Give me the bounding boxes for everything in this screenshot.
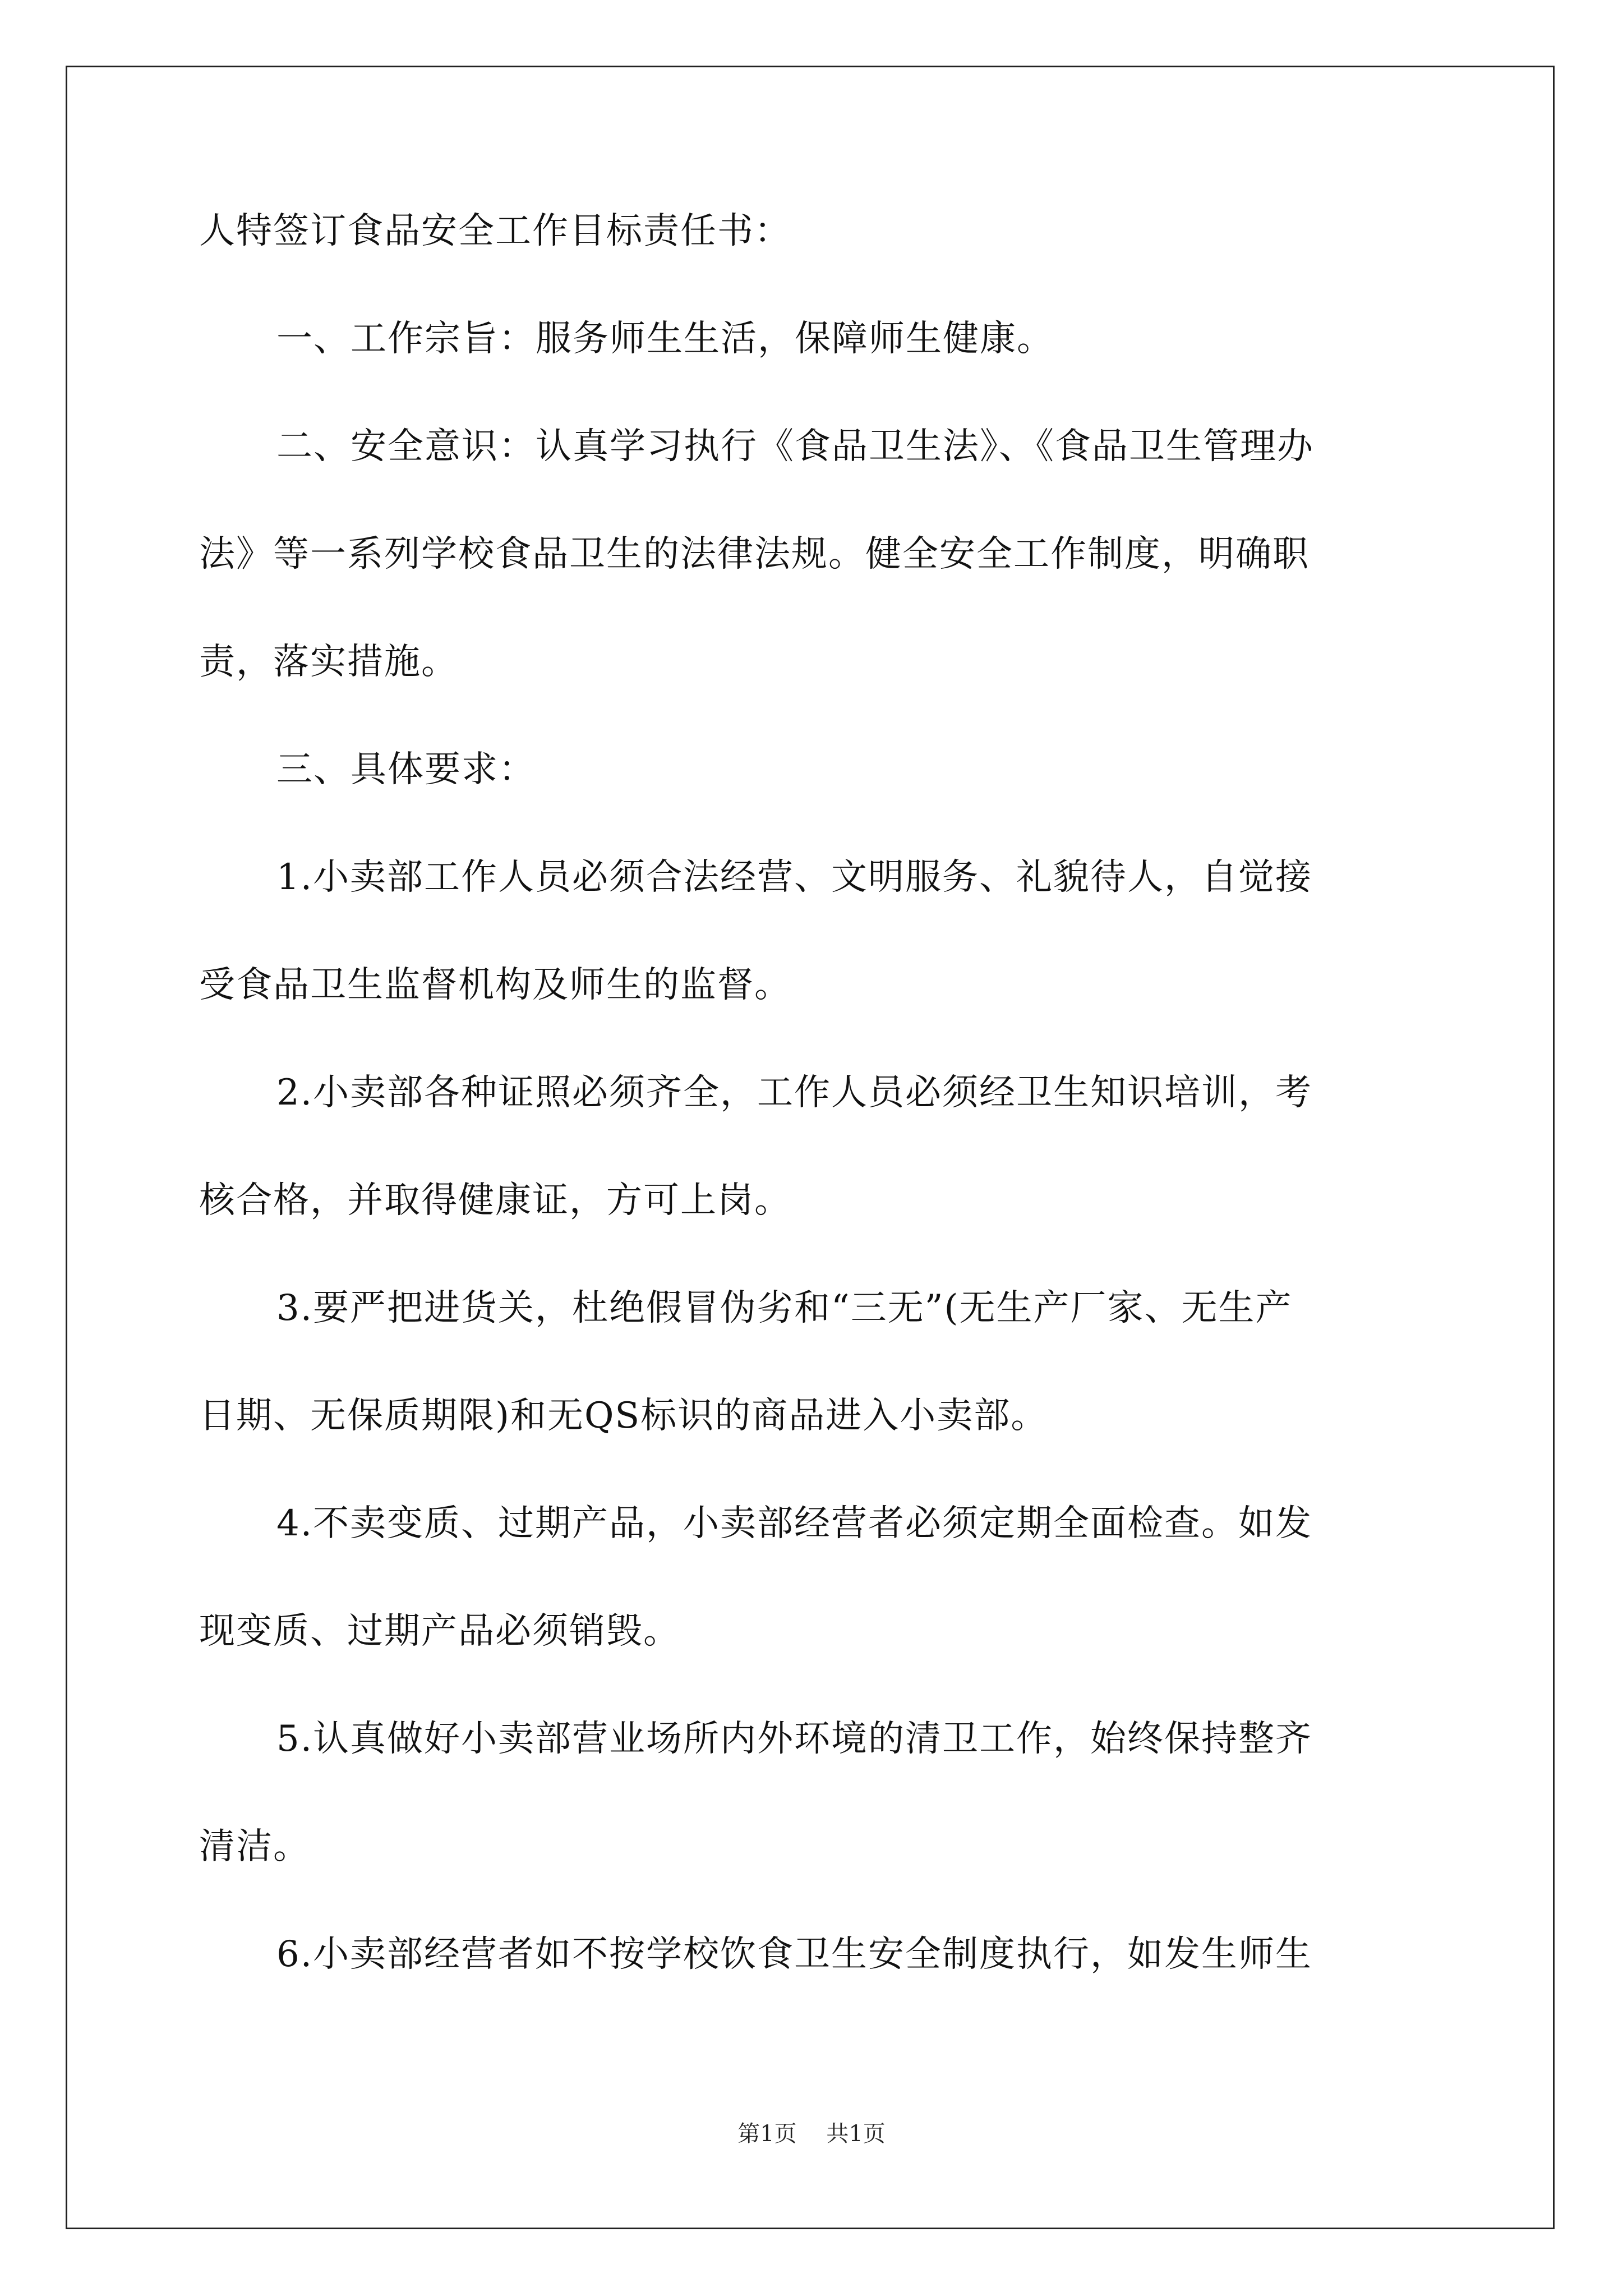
- text-line: 一、工作宗旨：服务师生生活，保障师生健康。: [276, 318, 1054, 360]
- text-line: 1.小卖部工作人员必须合法经营、文明服务、礼貌待人，自觉接: [276, 857, 1313, 898]
- document-body: [199, 210, 1436, 2044]
- page-footer: [0, 2120, 1623, 2147]
- text-line: 日期、无保质期限)和无QS标识的商品进入小卖部。: [199, 1395, 1048, 1437]
- page-number-total: 共1页: [826, 2121, 886, 2147]
- text-line: 3.要严把进货关，杜绝假冒伪劣和“三无”(无生产厂家、无生产: [276, 1287, 1293, 1329]
- text-line: 2.小卖部各种证照必须齐全，工作人员必须经卫生知识培训，考: [276, 1072, 1313, 1114]
- text-line: 三、具体要求：: [276, 749, 536, 790]
- text-line: 受食品卫生监督机构及师生的监督。: [199, 964, 791, 1006]
- text-line: 责，落实措施。: [199, 641, 458, 683]
- text-line: 5.认真做好小卖部营业场所内外环境的清卫工作，始终保持整齐: [276, 1718, 1313, 1760]
- text-line: 法》等一系列学校食品卫生的法律法规。健全安全工作制度，明确职: [199, 533, 1310, 575]
- text-line: 核合格，并取得健康证，方可上岗。: [199, 1180, 791, 1221]
- text-line: 6.小卖部经营者如不按学校饮食卫生安全制度执行，如发生师生: [276, 1934, 1313, 1975]
- text-line: 现变质、过期产品必须销毁。: [199, 1611, 680, 1652]
- text-line: 4.不卖变质、过期产品，小卖部经营者必须定期全面检查。如发: [276, 1503, 1313, 1544]
- page-number-current: 第1页: [737, 2121, 797, 2147]
- text-line: 人特签订食品安全工作目标责任书：: [199, 210, 791, 252]
- text-line: 清洁。: [199, 1826, 310, 1867]
- text-line: 二、安全意识：认真学习执行《食品卫生法》、《食品卫生管理办: [276, 426, 1314, 467]
